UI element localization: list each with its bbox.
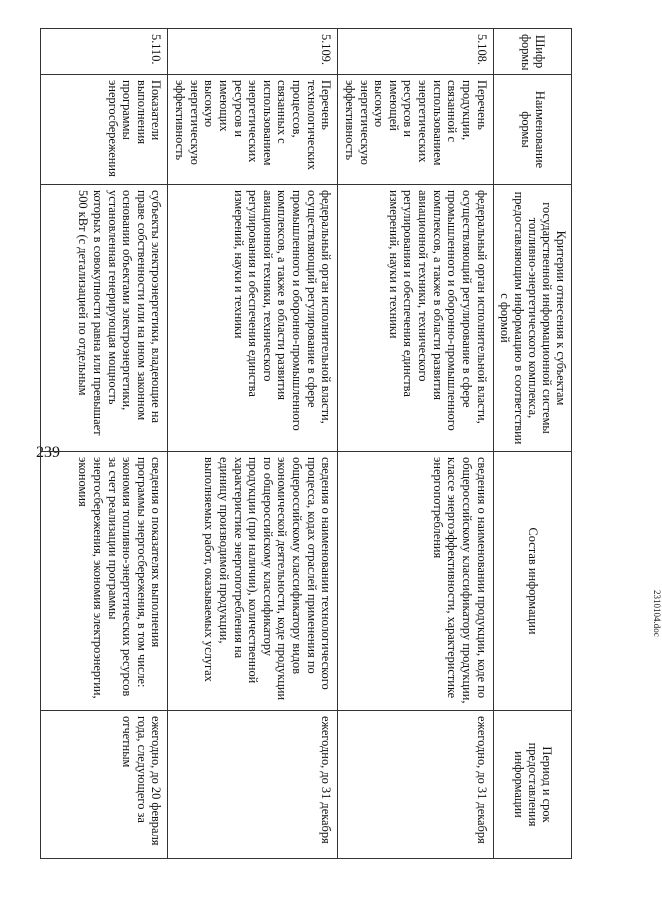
cell-name: Перечень продукции, связанной с использованием энергетических ресурсов и имеющей высокую энергетическую эффективность xyxy=(338,75,493,185)
forms-table xyxy=(40,28,572,859)
document-code: 2310104.doc xyxy=(652,590,662,637)
page-number: 239 xyxy=(36,444,60,461)
cell-name: Показатели выполнения программы энергосбережения xyxy=(41,75,168,185)
cell-content: сведения о наименовании технологического процесса, кодах отраслей применения по общероссийскому классификатору видов экономической деятельности, коде продукции по общероссийскому классификатору продукции (при наличии), количественной характеристике энергопотребления на единицу производимой продукции, выполняемых работ, оказываемых услугах xyxy=(168,452,338,711)
cell-criteria: федеральный орган исполнительной власти, осуществляющий регулирование в сфере промышленного и оборонно-промышленного комплексов, а также в области развития авиационной техники, технического регулирования и обеспечения единства измерений, науки и техники xyxy=(168,185,338,452)
cell-content: сведения о показателях выполнения программы энергосбережения, в том числе: экономия топливно-энергетических ресурсов за счет реализации программы энергосбережения, экономия электроэнергии, экономия xyxy=(41,452,168,711)
cell-criteria: федеральный орган исполнительной власти, осуществляющий регулирование в сфере промышленного и оборонно-промышленного комплексов, а также в области развития авиационной техники, технического регулирования и обеспечения единства измерений, науки и техники xyxy=(338,185,493,452)
header-criteria: Критерии отнесения к субъектам государственной информационной системы топливно-энергетического комплекса, предоставляющим информацию в соответствии с формой xyxy=(493,185,571,452)
table-header-row xyxy=(493,29,571,859)
cell-name: Перечень технологических процессов, связанных с использованием энергетических ресурсов и имеющих высокую энергетическую эффективность xyxy=(168,75,338,185)
cell-code: 5.110. xyxy=(41,29,168,75)
table-row xyxy=(338,29,493,859)
header-content: Состав информации xyxy=(493,452,571,711)
header-name: Наименование формы xyxy=(493,75,571,185)
table-row xyxy=(41,29,168,859)
header-code: Шифр формы xyxy=(493,29,571,75)
cell-period: ежегодно, до 31 декабря xyxy=(168,711,338,859)
cell-code: 5.109. xyxy=(168,29,338,75)
cell-code: 5.108. xyxy=(338,29,493,75)
cell-period: ежегодно, до 20 февраля года, следующего за отчетным xyxy=(41,711,168,859)
cell-period: ежегодно, до 31 декабря xyxy=(338,711,493,859)
table-row xyxy=(168,29,338,859)
cell-criteria: субъекты электроэнергетики, владеющие на праве собственности или на ином законном основании объектами электроэнергетики, установленная генерирующая мощность которых в совокупности равна или превышает 500 кВт (с детализацией по отдельным xyxy=(41,185,168,452)
header-period: Период и срок предоставления информации xyxy=(493,711,571,859)
cell-content: сведения о наименовании продукции, коде по общероссийскому классификатору продукции, классе энергоэффективности, характеристике энергопотребления xyxy=(338,452,493,711)
